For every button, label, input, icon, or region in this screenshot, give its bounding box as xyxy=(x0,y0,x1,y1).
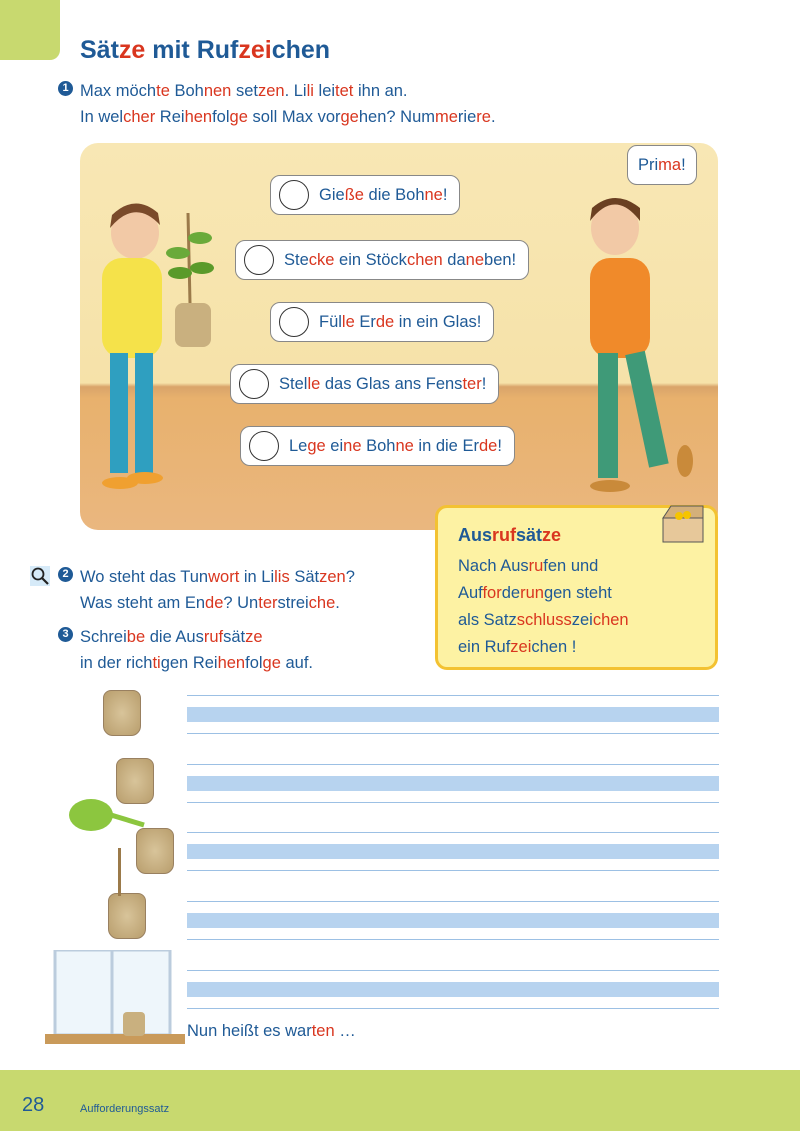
task-2-line-2 xyxy=(80,590,355,616)
syllable-segment: Sät xyxy=(289,568,320,586)
syllable-segment: ten xyxy=(311,1022,335,1040)
task-number-2: 2 xyxy=(58,567,73,582)
writing-line-2[interactable] xyxy=(187,764,719,803)
syllable-segment: sät xyxy=(516,525,543,545)
footer-topic: Aufforderungssatz xyxy=(80,1103,170,1115)
syllable-segment: ruf xyxy=(203,628,224,646)
syllable-segment: ze xyxy=(245,628,263,646)
syllable-segment: nen xyxy=(203,82,232,100)
syllable-segment: in der rich xyxy=(80,654,153,672)
illustration-scene xyxy=(80,143,718,530)
corner-tab xyxy=(0,0,60,60)
jar-image xyxy=(108,893,146,939)
number-circle[interactable] xyxy=(279,307,309,337)
syllable-segment: chen xyxy=(531,638,572,656)
syllable-segment: de xyxy=(375,312,395,331)
syllable-segment: run xyxy=(520,584,544,602)
syllable-segment: ge xyxy=(307,436,326,455)
syllable-segment: re xyxy=(476,108,491,126)
writing-line-5[interactable] xyxy=(187,970,719,1009)
syllable-segment: ge xyxy=(340,108,359,126)
syllable-segment: zei xyxy=(571,611,593,629)
jar-image xyxy=(103,690,141,736)
syllable-segment: ne xyxy=(424,185,443,204)
syllable-segment: be xyxy=(126,628,146,646)
syllable-segment: ne xyxy=(465,250,485,269)
syllable-segment: chen xyxy=(406,250,443,269)
syllable-segment: ma xyxy=(658,155,682,174)
syllable-segment: set xyxy=(231,82,258,100)
syllable-segment: me xyxy=(435,108,458,126)
syllable-segment: zen xyxy=(257,82,285,100)
syllable-segment: ruf xyxy=(492,525,517,545)
syllable-segment: gen Rei xyxy=(160,654,218,672)
bubble-text xyxy=(279,375,486,394)
syllable-segment: cher xyxy=(123,108,156,126)
syllable-segment: ru xyxy=(528,557,544,575)
syllable-segment: zen xyxy=(319,568,346,586)
syllable-segment: ge xyxy=(229,108,248,126)
syllable-segment: . xyxy=(335,594,340,612)
syllable-segment: ben! xyxy=(484,250,517,269)
task-2-line-1 xyxy=(80,564,355,590)
syllable-segment: in Li xyxy=(239,568,275,586)
info-box-ausrufsaetze xyxy=(435,505,718,670)
syllable-segment: Sät xyxy=(80,36,119,64)
info-line xyxy=(458,607,695,634)
syllable-segment: chen xyxy=(592,611,629,629)
syllable-segment: auf. xyxy=(280,654,314,672)
syllable-segment: de xyxy=(501,584,521,602)
syllable-segment: ein Stöck xyxy=(334,250,407,269)
girl-lili-figure xyxy=(102,203,214,489)
syllable-segment: Aus xyxy=(458,525,493,545)
syllable-segment: hen xyxy=(217,654,246,672)
bubble-3 xyxy=(270,302,494,342)
syllable-segment: li xyxy=(306,82,314,100)
syllable-segment: Rei xyxy=(155,108,185,126)
task-3-line-2 xyxy=(80,650,313,676)
syllable-segment: sät xyxy=(223,628,246,646)
magnifier-icon xyxy=(30,566,50,586)
number-circle[interactable] xyxy=(249,431,279,461)
syllable-segment: Max möch xyxy=(80,82,157,100)
bubble-text xyxy=(289,437,502,456)
syllable-segment: Fül xyxy=(319,312,342,331)
syllable-segment: ne xyxy=(343,436,362,455)
syllable-segment: Nach Aus xyxy=(458,557,529,575)
syllable-segment: in ein Glas! xyxy=(394,312,482,331)
syllable-segment: le xyxy=(307,374,321,393)
syllable-segment: zei xyxy=(238,36,272,64)
syllable-segment: Stel xyxy=(279,374,308,393)
syllable-segment: ? xyxy=(345,568,355,586)
number-circle[interactable] xyxy=(279,180,309,210)
syllable-segment: schluss xyxy=(516,611,572,629)
syllable-segment: ze xyxy=(118,36,146,64)
syllable-segment: de xyxy=(478,436,498,455)
bubble-2 xyxy=(235,240,529,280)
syllable-segment: das Glas ans Fens xyxy=(320,374,463,393)
bubble-text xyxy=(319,186,447,205)
syllable-segment: gen steht xyxy=(543,584,612,602)
bubble-text xyxy=(319,313,481,332)
syllable-segment: fol xyxy=(212,108,230,126)
syllable-segment: ! xyxy=(442,185,448,204)
syllable-segment: te xyxy=(156,82,170,100)
syllable-segment: fen und xyxy=(543,557,599,575)
syllable-segment: Gie xyxy=(319,185,345,204)
syllable-segment: ihn an. xyxy=(353,82,408,100)
info-line xyxy=(458,580,695,607)
syllable-segment: lei xyxy=(313,82,336,100)
treasure-chest-icon xyxy=(657,504,709,544)
syllable-segment: in die Er xyxy=(413,436,479,455)
writing-line-3[interactable] xyxy=(187,832,719,871)
task-2 xyxy=(62,564,355,616)
bubble-1 xyxy=(270,175,460,215)
syllable-segment: zei xyxy=(510,638,532,656)
syllable-segment: ter xyxy=(462,374,482,393)
syllable-segment: le xyxy=(341,312,355,331)
stick-image xyxy=(118,848,121,896)
number-circle[interactable] xyxy=(244,245,274,275)
syllable-segment: hen xyxy=(184,108,213,126)
syllable-segment: mit Ruf xyxy=(145,36,239,64)
syllable-segment: ei xyxy=(325,436,344,455)
task-1-line-1 xyxy=(80,78,496,104)
task-number-1: 1 xyxy=(58,81,73,96)
info-line xyxy=(458,553,695,580)
syllable-segment: ze xyxy=(542,525,562,545)
closing-text xyxy=(187,1018,356,1044)
syllable-segment: ße xyxy=(344,185,364,204)
syllable-segment: ! xyxy=(571,638,577,656)
syllable-segment: hen? Num xyxy=(358,108,435,126)
bubble-prima xyxy=(627,145,697,185)
syllable-segment: … xyxy=(334,1022,356,1040)
writing-line-4[interactable] xyxy=(187,901,719,940)
jar-image xyxy=(136,828,174,874)
bubble-4 xyxy=(230,364,499,404)
syllable-segment: ? Un xyxy=(223,594,259,612)
syllable-segment: Boh xyxy=(169,82,204,100)
syllable-segment: strei xyxy=(277,594,309,612)
syllable-segment: rie xyxy=(457,108,477,126)
task-1 xyxy=(62,78,496,130)
task-3 xyxy=(62,624,314,676)
syllable-segment: ! xyxy=(481,374,487,393)
syllable-segment: ! xyxy=(681,155,686,174)
syllable-segment: che xyxy=(308,594,336,612)
info-line xyxy=(458,634,695,661)
syllable-segment: da xyxy=(442,250,466,269)
syllable-segment: Pri xyxy=(638,155,659,174)
syllable-segment: Auf xyxy=(458,584,483,602)
syllable-segment: Ste xyxy=(284,250,309,269)
syllable-segment: de xyxy=(205,594,224,612)
syllable-segment: In wel xyxy=(80,108,124,126)
writing-line-1[interactable] xyxy=(187,695,719,734)
number-circle[interactable] xyxy=(239,369,269,399)
page-number: 28 xyxy=(22,1094,45,1116)
syllable-segment: lis xyxy=(274,568,290,586)
bubble-text xyxy=(638,156,686,175)
syllable-segment: ! xyxy=(497,436,502,455)
syllable-segment: chen xyxy=(271,36,331,64)
watering-can-image xyxy=(66,785,146,835)
syllable-segment: cke xyxy=(308,250,335,269)
syllable-segment: Boh xyxy=(361,436,396,455)
syllable-segment: ne xyxy=(395,436,414,455)
bubble-5 xyxy=(240,426,515,466)
task-1-line-2 xyxy=(80,104,496,130)
syllable-segment: als Satz xyxy=(458,611,517,629)
syllable-segment: Er xyxy=(354,312,376,331)
syllable-segment: for xyxy=(482,584,502,602)
syllable-segment: fol xyxy=(245,654,263,672)
footer-bar xyxy=(0,1070,800,1131)
task-number-3: 3 xyxy=(58,627,73,642)
syllable-segment: ge xyxy=(262,654,281,672)
syllable-segment: . xyxy=(490,108,496,126)
syllable-segment: ter xyxy=(258,594,278,612)
syllable-segment: ein Ruf xyxy=(458,638,511,656)
syllable-segment: Wo steht das Tun xyxy=(80,568,209,586)
syllable-segment: Schrei xyxy=(80,628,127,646)
page-title xyxy=(80,36,330,65)
syllable-segment: . Li xyxy=(284,82,307,100)
syllable-segment: wort xyxy=(208,568,240,586)
syllable-segment: Nun heißt es war xyxy=(187,1022,312,1040)
syllable-segment: tet xyxy=(335,82,354,100)
task-3-line-1 xyxy=(80,624,313,650)
syllable-segment: Le xyxy=(289,436,308,455)
syllable-segment: die Aus xyxy=(145,628,204,646)
syllable-segment: die Boh xyxy=(363,185,425,204)
window-image xyxy=(45,950,185,1048)
syllable-segment: Was steht am En xyxy=(80,594,206,612)
bubble-text xyxy=(284,251,516,270)
syllable-segment: soll Max vor xyxy=(247,108,341,126)
syllable-segment: ti xyxy=(152,654,161,672)
boy-max-figure xyxy=(590,198,693,492)
